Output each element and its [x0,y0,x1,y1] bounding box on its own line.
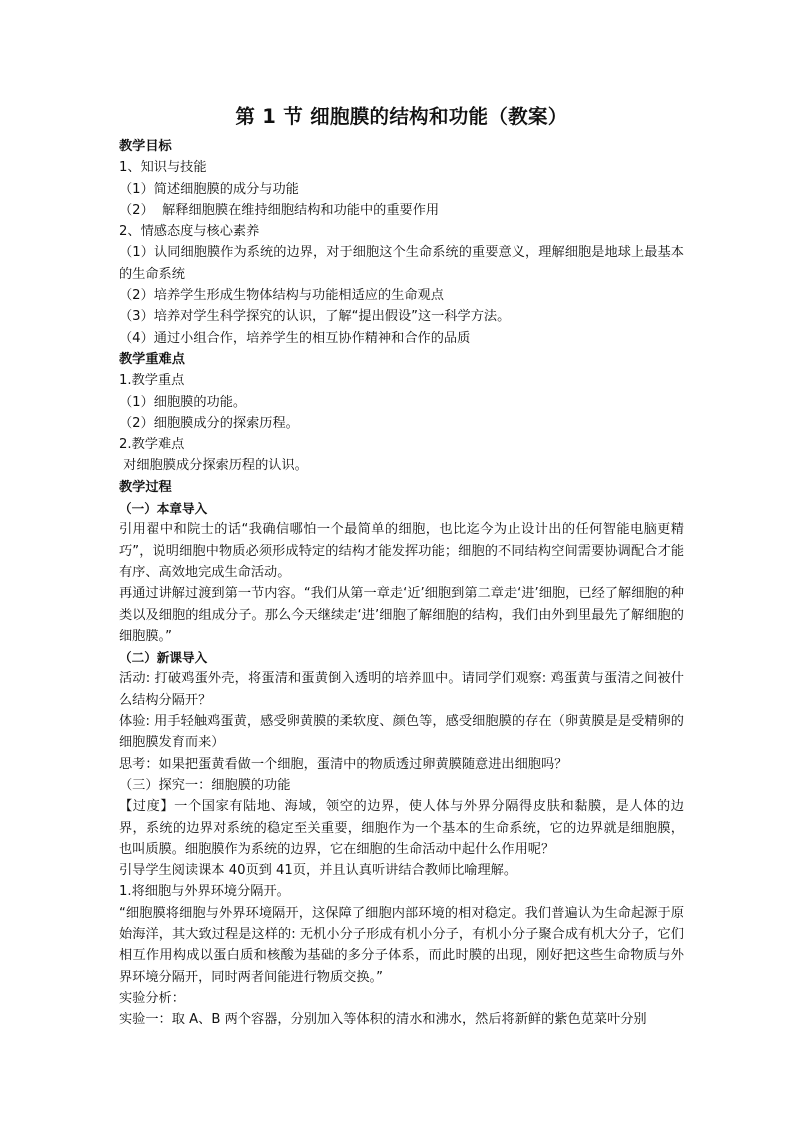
text-line: （1）简述细胞膜的成分与功能 [119,181,299,197]
text-line: 2.教学难点 [119,437,185,453]
text-paragraph: 活动: 打破鸡蛋外壳，将蛋清和蛋黄倒入透明的培养皿中。请同学们观察: 鸡蛋黄与蛋清之间被什么结构分隔开？ [119,671,684,708]
text-line: 1、知识与技能 [119,160,207,176]
page-title: 第 1 节 细胞膜的结构和功能（教案） [235,105,568,128]
heading-key-difficulties: 教学重难点 [119,351,185,367]
text-paragraph: “细胞膜将细胞与外界环境隔开，这保障了细胞内部环境的相对稳定。我们普遍认为生命起源于原始海洋，其大致过程是这样的: 无机小分子形成有机小分子，有机小分子聚合成有机大分子，它们相互作用构成以蛋白质和核酸为基础的多分子体系，而此时膜的出现，刚好把这些生命物质与外界环境分隔开，同时两者间能进行物质交换。” [119,905,684,985]
text-line: 1.教学重点 [119,373,185,389]
text-line: 2、情感态度与核心素养 [119,224,260,240]
text-paragraph: 再通过讲解过渡到第一节内容。“我们从第一章走‘近’细胞到第二章走‘进’细胞，已经了解细胞的种类以及细胞的组成分子。那么今天继续走‘进’细胞了解细胞的结构，我们由外到里最先了解细胞的细胞膜。” [119,586,684,644]
text-line: 引导学生阅读课本 40页到 41页，并且认真听讲结合教师比喻理解。 [119,863,518,879]
text-line: （4）通过小组合作，培养学生的相互协作精神和合作的品质 [119,330,471,346]
subheading-explore-one: （三）探究一：细胞膜的功能 [119,777,291,793]
text-line: （2）细胞膜成分的探索历程。 [119,415,299,431]
heading-teaching-process: 教学过程 [119,479,172,495]
subheading-new-lesson: （二）新课导入 [119,650,208,666]
text-line: 1.将细胞与外界环境分隔开。 [119,884,290,900]
text-line: 思考：如果把蛋黄看做一个细胞，蛋清中的物质透过卵黄膜随意进出细胞吗？ [119,756,568,772]
text-line: 实验一：取 A、B 两个容器，分别加入等体积的清水和沸水，然后将新鲜的紫色苋菜叶分别 [119,1012,647,1028]
heading-teaching-goals: 教学目标 [119,139,172,154]
text-line: （3）培养对学生科学探究的认识，了解“提出假设”这一科学方法。 [119,309,511,325]
text-paragraph: 体验: 用手轻触鸡蛋黄，感受卵黄膜的柔软度、颜色等，感受细胞膜的存在（卵黄膜是是受精卵的细胞膜发育而来） [119,714,684,751]
subheading-chapter-intro: （一）本章导入 [119,501,208,517]
text-line: 实验分析： [119,990,185,1006]
text-line: （2） 解释细胞膜在维持细胞结构和功能中的重要作用 [119,202,440,218]
document-page [119,100,684,1030]
text-paragraph: （1）认同细胞膜作为系统的边界，对于细胞这个生命系统的重要意义，理解细胞是地球上最基本的生命系统 [119,245,684,282]
text-line: （2）培养学生形成生物体结构与功能相适应的生命观点 [119,288,444,304]
text-paragraph: 【过度】一个国家有陆地、海域，领空的边界，使人体与外界分隔得皮肤和黏膜，是人体的边界，系统的边界对系统的稳定至关重要，细胞作为一个基本的生命系统，它的边界就是细胞膜，也叫质膜。细胞膜作为系统的边界，它在细胞的生命活动中起什么作用呢？ [119,799,684,857]
text-line: （1）细胞膜的功能。 [119,394,247,410]
text-paragraph: 引用翟中和院士的话“我确信哪怕一个最简单的细胞，也比迄今为止设计出的任何智能电脑更精巧”，说明细胞中物质必须形成特定的结构才能发挥功能；细胞的不同结构空间需要协调配合才能有序、高效地完成生命活动。 [119,522,684,580]
text-line: 对细胞膜成分探索历程的认识。 [119,458,308,474]
